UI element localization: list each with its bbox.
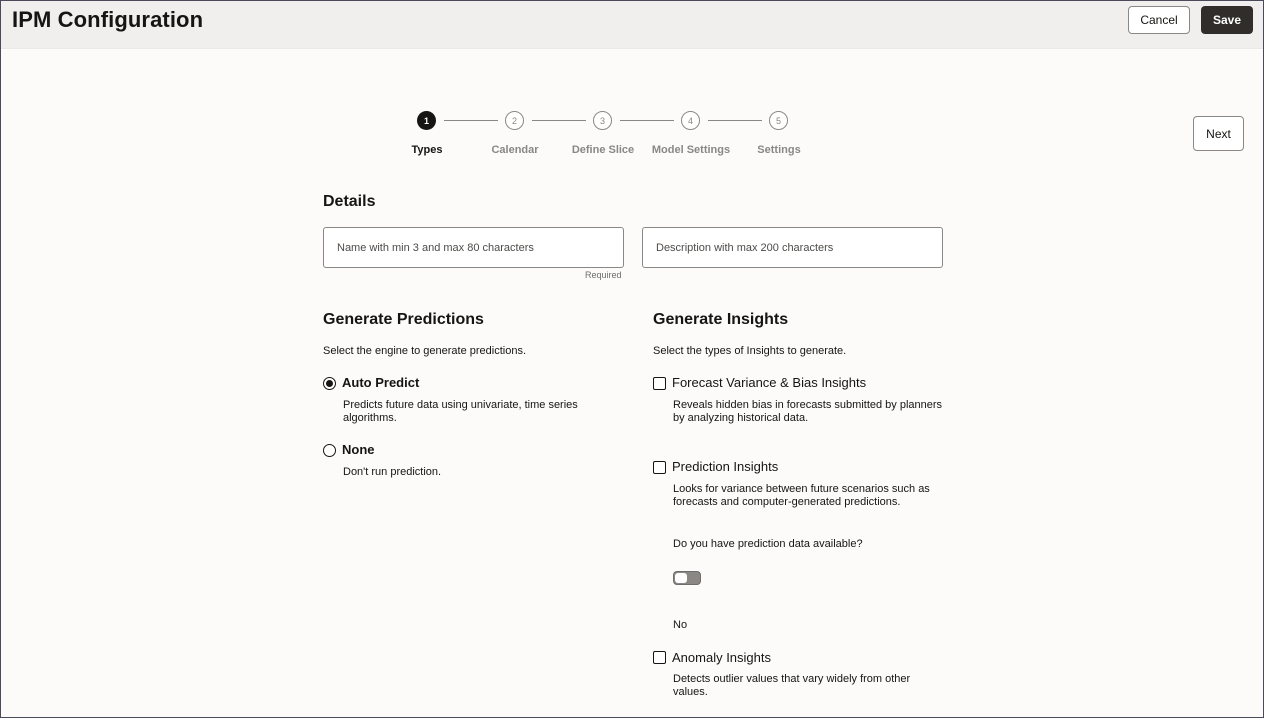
step-connector xyxy=(444,120,498,121)
prediction-insights-label[interactable]: Prediction Insights xyxy=(672,459,779,474)
auto-predict-description: Predicts future data using univariate, time series algorithms. xyxy=(343,399,578,424)
prediction-data-value: No xyxy=(673,619,688,631)
none-label[interactable]: None xyxy=(342,442,375,457)
details-heading: Details xyxy=(323,193,376,210)
step-connector xyxy=(708,120,762,121)
prediction-insights-checkbox[interactable] xyxy=(653,461,666,474)
generate-insights-subtitle: Select the types of Insights to generate. xyxy=(653,345,847,357)
prediction-insights-description: Looks for variance between future scenarios such as forecasts and computer-generated predictions. xyxy=(673,483,930,508)
none-description: Don't run prediction. xyxy=(343,466,442,478)
cancel-button[interactable]: Cancel xyxy=(1128,6,1190,34)
step-connector xyxy=(620,120,674,121)
description-placeholder: Description with max 200 characters xyxy=(656,241,834,254)
prediction-data-toggle[interactable] xyxy=(673,571,701,585)
name-placeholder: Name with min 3 and max 80 characters xyxy=(337,241,534,254)
step-1-indicator[interactable]: 1 xyxy=(417,111,436,130)
next-button[interactable]: Next xyxy=(1193,116,1244,151)
step-4-indicator[interactable]: 4 xyxy=(681,111,700,130)
step-label-types[interactable]: Types xyxy=(411,144,443,156)
anomaly-insights-description: Detects outlier values that vary widely from other values. xyxy=(673,673,911,698)
page-header xyxy=(1,1,1263,49)
step-5-indicator[interactable]: 5 xyxy=(769,111,788,130)
forecast-variance-label[interactable]: Forecast Variance & Bias Insights xyxy=(672,375,867,390)
step-connector xyxy=(532,120,586,121)
step-label-settings[interactable]: Settings xyxy=(757,144,801,156)
page-title: IPM Configuration xyxy=(12,7,204,32)
auto-predict-radio[interactable] xyxy=(323,377,336,390)
generate-insights-heading: Generate Insights xyxy=(653,311,789,328)
name-required-helper: Required xyxy=(585,270,622,280)
auto-predict-label[interactable]: Auto Predict xyxy=(342,375,420,390)
description-field[interactable] xyxy=(642,227,943,268)
generate-predictions-heading: Generate Predictions xyxy=(323,311,484,328)
step-label-model-settings[interactable]: Model Settings xyxy=(651,144,731,156)
generate-predictions-subtitle: Select the engine to generate predictions. xyxy=(323,345,527,357)
anomaly-insights-checkbox[interactable] xyxy=(653,651,666,664)
name-field[interactable] xyxy=(323,227,624,268)
none-radio[interactable] xyxy=(323,444,336,457)
toggle-knob xyxy=(675,573,687,583)
save-button[interactable]: Save xyxy=(1201,6,1253,34)
step-2-indicator[interactable]: 2 xyxy=(505,111,524,130)
forecast-variance-checkbox[interactable] xyxy=(653,377,666,390)
step-3-indicator[interactable]: 3 xyxy=(593,111,612,130)
anomaly-insights-label[interactable]: Anomaly Insights xyxy=(672,650,771,665)
step-label-define-slice[interactable]: Define Slice xyxy=(571,144,635,156)
step-label-calendar[interactable]: Calendar xyxy=(491,144,539,156)
forecast-variance-description: Reveals hidden bias in forecasts submitted by planners by analyzing historical data. xyxy=(673,399,943,424)
prediction-data-question: Do you have prediction data available? xyxy=(673,538,863,550)
